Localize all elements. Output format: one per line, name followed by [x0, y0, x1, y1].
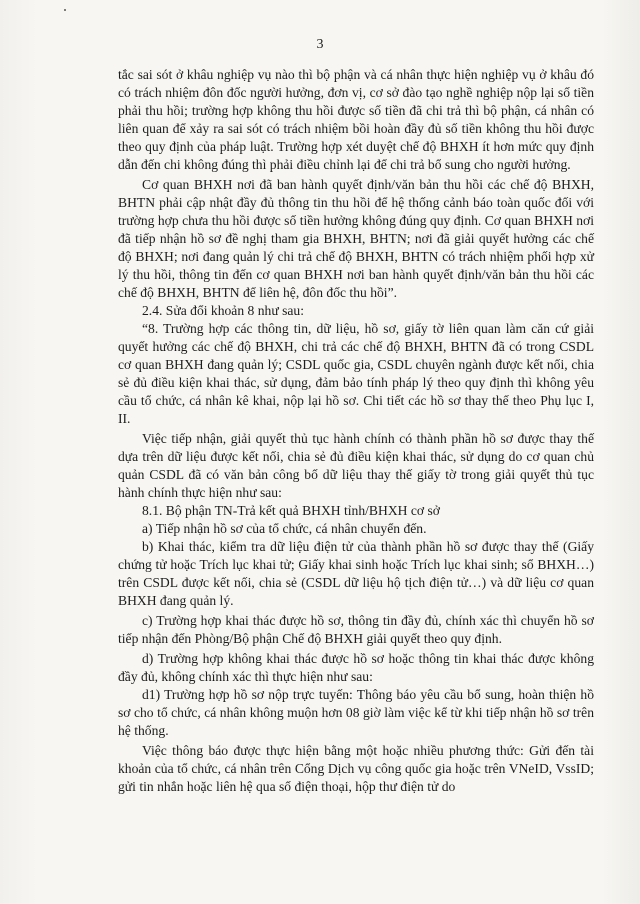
- paragraph: Việc thông báo được thực hiện bằng một hoặc nhiều phương thức: Gửi đến tài khoản của tổ chức, cá nhân trên Cổng Dịch vụ công quốc gia hoặc trên VNeID, VssID; gửi tin nhắn hoặc liên hệ qua số điện thoại, hộp thư điện tử do: [118, 743, 594, 794]
- document-body: [118, 66, 594, 796]
- subsection-heading: 8.1. Bộ phận TN-Trả kết quả BHXH tỉnh/BHXH cơ sở: [142, 503, 440, 518]
- list-item: a) Tiếp nhận hồ sơ của tổ chức, cá nhân chuyển đến.: [142, 521, 427, 536]
- paragraph: Cơ quan BHXH nơi đã ban hành quyết định/văn bản thu hồi các chế độ BHXH, BHTN phải cập nhật đầy đủ thông tin thu hồi để hệ thống cảnh báo toàn quốc đối với trường hợp chưa thu hồi được số tiền hưởng không đúng quy định. Cơ quan BHXH nơi đã tiếp nhận hồ sơ đề nghị tham gia BHXH, BHTN; nơi đã giải quyết hưởng các chế độ BHXH; nơi đang quản lý chi trả chế độ BHXH, BHTN có trách nhiệm phối hợp xử lý thu hồi, thông tin đến cơ quan BHXH nơi ban hành quyết định/văn bản thu hồi các chế độ BHXH, BHTN để liên hệ, đôn đốc thu hồi”.: [118, 177, 594, 300]
- list-item: d) Trường hợp không khai thác được hồ sơ hoặc thông tin khai thác được không đầy đủ, không chính xác thì thực hiện như sau:: [118, 651, 594, 684]
- paragraph: “8. Trường hợp các thông tin, dữ liệu, hồ sơ, giấy tờ liên quan làm căn cứ giải quyết hưởng các chế độ BHXH, chi trả các chế độ BHXH, BHTN đã có trong CSDL cơ quan BHXH đang quản lý; CSDL quốc gia, CSDL chuyên ngành được kết nối, chia sẻ đủ điều kiện khai thác, sử dụng, đảm bảo tính pháp lý theo quy định thì không yêu cầu tổ chức, cá nhân kê khai, nộp lại hồ sơ. Chi tiết các hồ sơ thay thế theo Phụ lục I, II.: [118, 321, 594, 426]
- list-item: d1) Trường hợp hồ sơ nộp trực tuyến: Thông báo yêu cầu bổ sung, hoàn thiện hồ sơ cho tổ chức, cá nhân không muộn hơn 08 giờ làm việc kể từ khi tiếp nhận hồ sơ trên hệ thống.: [118, 687, 594, 738]
- scan-speck: [64, 9, 66, 11]
- page-number: 3: [316, 37, 324, 52]
- list-item: b) Khai thác, kiểm tra dữ liệu điện tử của thành phần hồ sơ được thay thế (Giấy chứng tử hoặc Trích lục khai tử; Giấy khai sinh hoặc Trích lục khai sinh; sổ BHXH…) trên CSDL được kết nối, chia sẻ (CSDL dữ liệu hộ tịch điện tử…) và dữ liệu cơ quan BHXH đang quản lý.: [118, 539, 594, 608]
- paragraph: tắc sai sót ở khâu nghiệp vụ nào thì bộ phận và cá nhân thực hiện nghiệp vụ ở khâu đó có trách nhiệm đôn đốc người hưởng, đơn vị, cơ sở đào tạo nghề nghiệp nộp lại số tiền phải thu hồi; trường hợp không thu hồi được số tiền đã chi trả thì bộ phận, cá nhân có liên quan để xảy ra sai sót có trách nhiệm bồi hoàn đầy đủ số tiền không thu hồi được theo quy định của pháp luật. Trường hợp xét duyệt chế độ BHXH ít hơn mức quy định dẫn đến chi không đúng thì phải điều chỉnh lại để chi trả bổ sung cho người hưởng.: [118, 67, 594, 172]
- list-item: c) Trường hợp khai thác được hồ sơ, thông tin đầy đủ, chính xác thì chuyển hồ sơ tiếp nhận đến Phòng/Bộ phận Chế độ BHXH giải quyết theo quy định.: [118, 613, 594, 646]
- section-heading: 2.4. Sửa đổi khoản 8 như sau:: [142, 303, 304, 318]
- paragraph: Việc tiếp nhận, giải quyết thủ tục hành chính có thành phần hồ sơ được thay thế dựa trên dữ liệu được kết nối, chia sẻ đủ điều kiện khai thác, sử dụng do cơ quan chủ quản CSDL đã có văn bản công bố dữ liệu thay thế giấy tờ trong giải quyết thủ tục hành chính thực hiện như sau:: [118, 431, 594, 500]
